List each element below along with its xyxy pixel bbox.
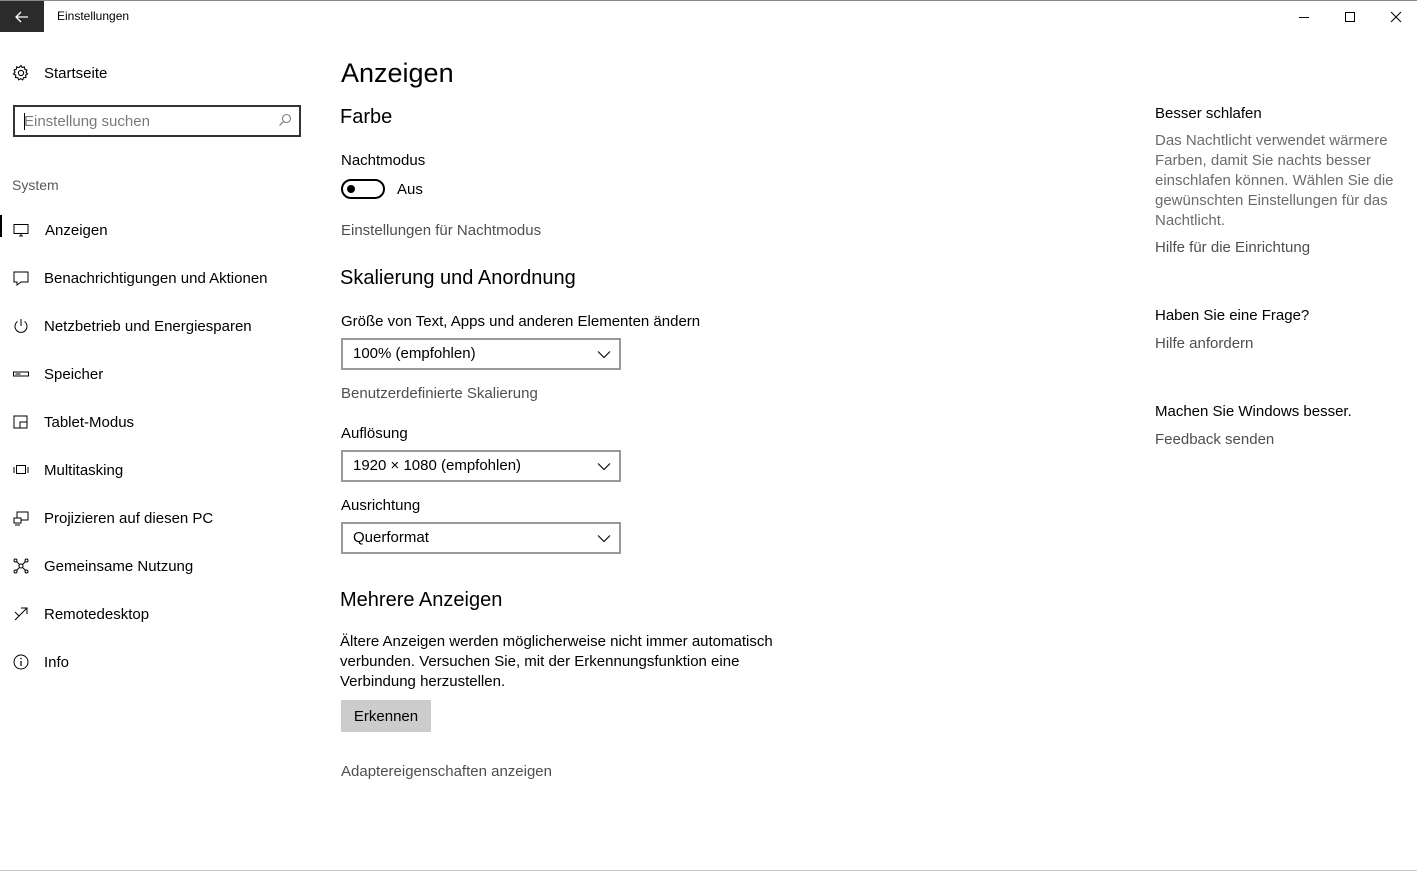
power-icon: [12, 317, 30, 335]
section-heading-mehrere-anzeigen: Mehrere Anzeigen: [340, 589, 503, 611]
toggle-knob: [347, 185, 355, 193]
orientation-dropdown[interactable]: [341, 522, 621, 554]
sidebar-item-label: Anzeigen: [45, 221, 108, 239]
search-input[interactable]: [24, 108, 274, 134]
sidebar-home-label: Startseite: [44, 64, 108, 82]
night-mode-label: Nachtmodus: [341, 152, 426, 169]
monitor-icon: [12, 221, 30, 239]
maximize-icon: [1344, 11, 1356, 23]
sidebar-item-label: Tablet-Modus: [44, 413, 135, 431]
close-button[interactable]: [1373, 1, 1417, 32]
text-caret: [24, 113, 25, 130]
resolution-dropdown-value: 1920 × 1080 (empfohlen): [353, 457, 522, 474]
sidebar-item-projizieren[interactable]: [0, 494, 320, 542]
sidebar-item-benachrichtigungen[interactable]: [0, 254, 320, 302]
sidebar-item-label: Gemeinsame Nutzung: [44, 557, 194, 575]
section-heading-skalierung: Skalierung und Anordnung: [340, 267, 576, 289]
chevron-down-icon: [597, 532, 611, 544]
question-heading: Haben Sie eine Frage?: [1155, 307, 1310, 324]
sidebar-item-label: Projizieren auf diesen PC: [44, 509, 214, 527]
night-mode-toggle[interactable]: [341, 179, 385, 199]
orientation-dropdown-value: Querformat: [353, 529, 429, 546]
setup-help-link[interactable]: Hilfe für die Einrichtung: [1155, 239, 1311, 256]
page-title: Anzeigen: [341, 58, 454, 88]
sidebar-item-info[interactable]: [0, 638, 320, 686]
sidebar-item-netzbetrieb[interactable]: [0, 302, 320, 350]
minimize-icon: [1298, 11, 1310, 23]
sidebar-item-anzeigen[interactable]: [0, 206, 320, 254]
chevron-down-icon: [597, 348, 611, 360]
resolution-label: Auflösung: [341, 425, 408, 442]
sidebar-item-label: Speicher: [44, 365, 104, 383]
sidebar-item-label: Remotedesktop: [44, 605, 150, 623]
orientation-label: Ausrichtung: [341, 497, 421, 514]
storage-icon: [12, 365, 30, 383]
sidebar-group-label: System: [12, 177, 59, 193]
notification-icon: [12, 269, 30, 287]
info-icon: [12, 653, 30, 671]
sidebar-item-speicher[interactable]: [0, 350, 320, 398]
remote-desktop-icon: [12, 605, 30, 623]
size-dropdown[interactable]: [341, 338, 621, 370]
get-help-link[interactable]: Hilfe anfordern: [1155, 335, 1254, 352]
sidebar-item-multitasking[interactable]: [0, 446, 320, 494]
feedback-link[interactable]: Feedback senden: [1155, 431, 1275, 448]
sidebar-item-remotedesktop[interactable]: [0, 590, 320, 638]
size-dropdown-value: 100% (empfohlen): [353, 345, 476, 362]
back-arrow-icon: [15, 11, 29, 23]
back-button[interactable]: [0, 1, 44, 32]
sidebar-home[interactable]: [12, 64, 107, 82]
multi-display-description: Ältere Anzeigen werden möglicherweise nicht immer automatisch verbunden. Versuchen Sie, mit der Erkennungsfunktion eine Verbindung herzustellen.: [340, 633, 773, 690]
sleep-description: Das Nachtlicht verwendet wärmere Farben, damit Sie nachts besser einschlafen können. Wählen Sie die gewünschten Einstellungen für das Nachtlicht.: [1155, 132, 1394, 229]
multitasking-icon: [12, 461, 30, 479]
section-heading-farbe: Farbe: [340, 106, 393, 128]
sidebar-item-tablet-modus[interactable]: [0, 398, 320, 446]
close-icon: [1390, 11, 1402, 23]
tablet-mode-icon: [12, 413, 30, 431]
search-icon[interactable]: [278, 113, 292, 127]
sidebar-item-label: Netzbetrieb und Energiesparen: [44, 317, 252, 335]
window-bottom-border: [0, 870, 1417, 871]
share-icon: [12, 557, 30, 575]
maximize-button[interactable]: [1327, 1, 1373, 32]
sidebar-nav: [0, 206, 320, 686]
sidebar-item-gemeinsame-nutzung[interactable]: [0, 542, 320, 590]
minimize-button[interactable]: [1281, 1, 1327, 32]
project-icon: [12, 509, 30, 527]
search-box[interactable]: [13, 105, 301, 137]
sidebar-item-label: Benachrichtigungen und Aktionen: [44, 269, 268, 287]
adapter-properties-link[interactable]: Adaptereigenschaften anzeigen: [341, 763, 552, 780]
title-bar: [0, 1, 1417, 32]
app-title: Einstellungen: [57, 9, 130, 23]
sleep-heading: Besser schlafen: [1155, 105, 1262, 122]
chevron-down-icon: [597, 460, 611, 472]
gear-icon: [12, 64, 30, 82]
custom-scaling-link[interactable]: Benutzerdefinierte Skalierung: [341, 385, 538, 402]
night-mode-state: Aus: [397, 181, 423, 198]
feedback-heading: Machen Sie Windows besser.: [1155, 403, 1352, 420]
detect-button[interactable]: Erkennen: [341, 700, 431, 732]
sidebar-item-label: Multitasking: [44, 461, 124, 479]
size-label: Größe von Text, Apps und anderen Elementen ändern: [341, 313, 701, 330]
night-mode-settings-link[interactable]: Einstellungen für Nachtmodus: [341, 222, 542, 239]
resolution-dropdown[interactable]: [341, 450, 621, 482]
sidebar-item-label: Info: [44, 653, 70, 671]
